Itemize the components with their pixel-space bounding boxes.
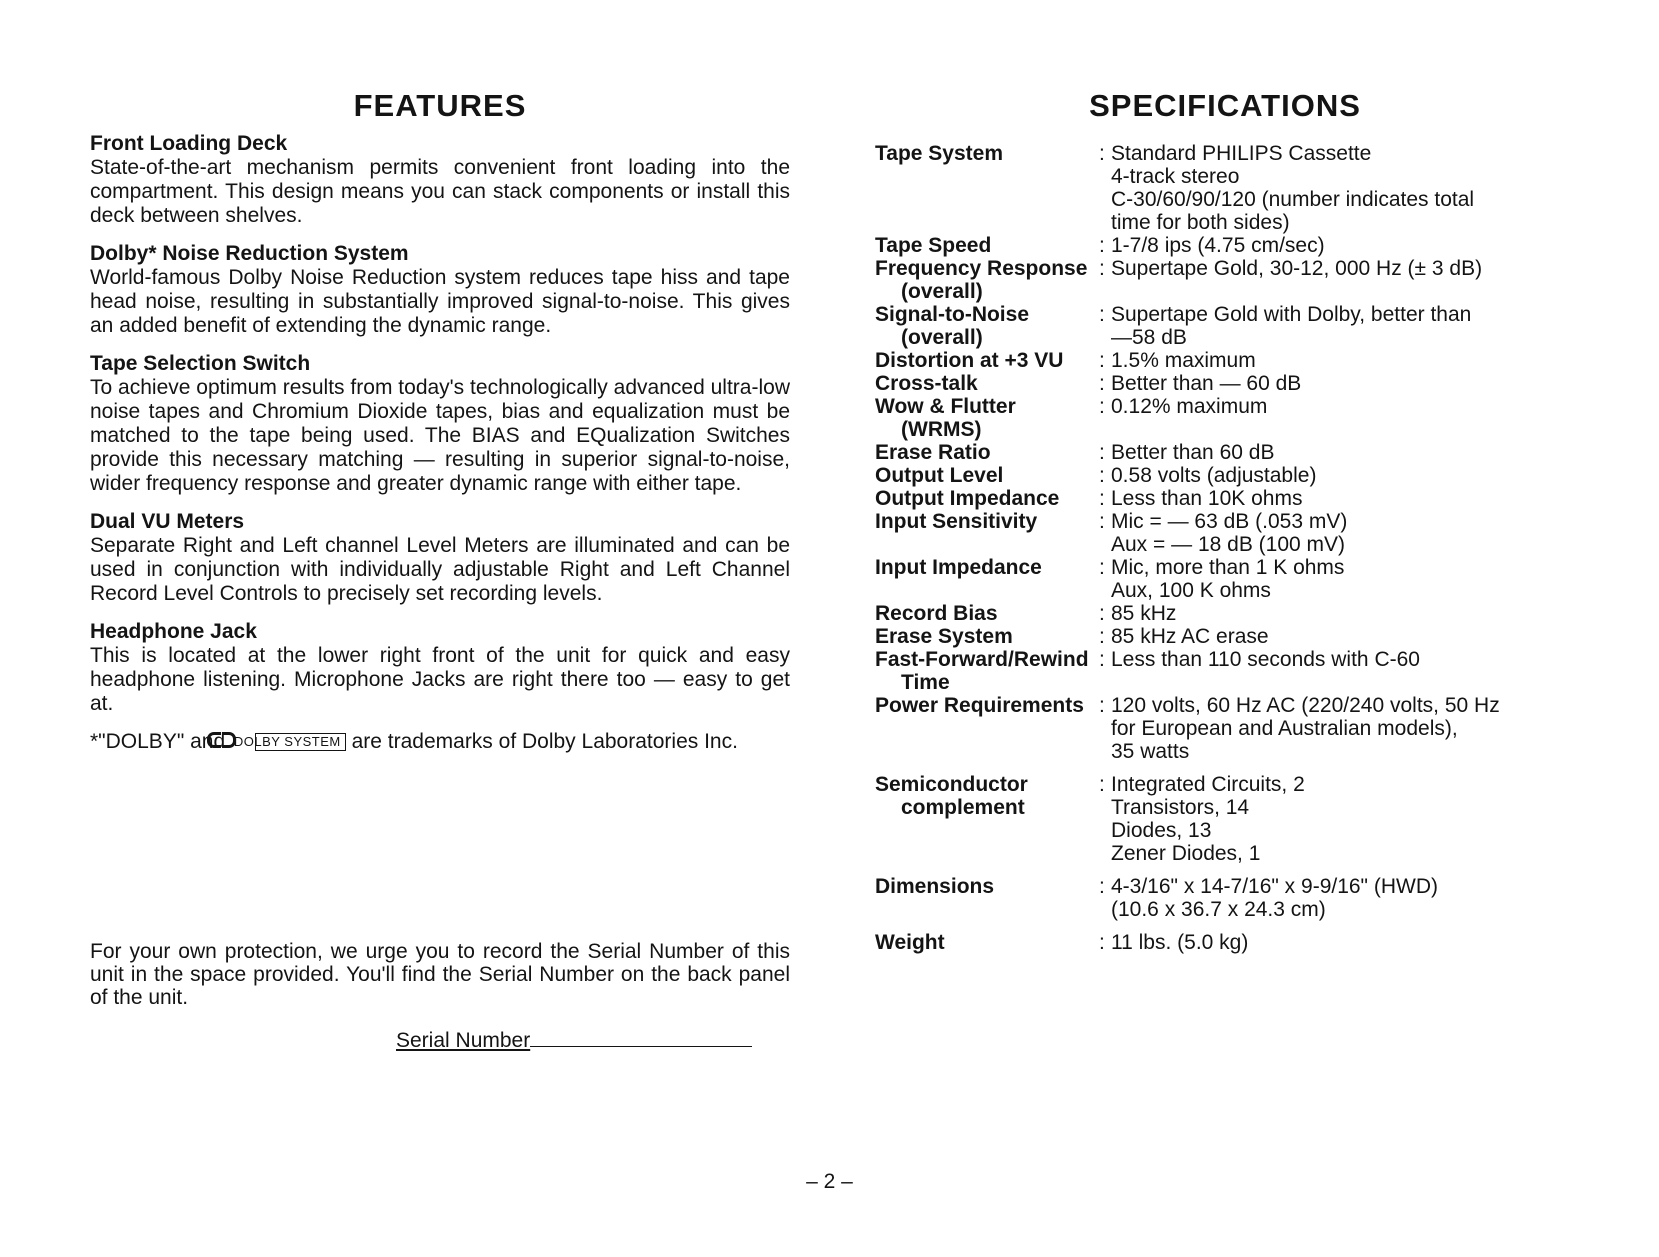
spec-label-text: Output Level	[875, 464, 1004, 487]
feature-body: Separate Right and Left channel Level Meters are illuminated and can be used in conjunction with individually adjustable Right and Left Channel Record Level Controls to precisely set recording levels.	[90, 534, 790, 605]
spec-colon: :	[1099, 602, 1105, 625]
spec-colon: :	[1099, 257, 1105, 280]
spec-row	[875, 487, 1575, 510]
spec-row	[875, 395, 1575, 441]
features-column	[90, 88, 790, 1052]
trademark-prefix: *"DOLBY" and	[90, 730, 226, 753]
spec-value-line: —58 dB	[1111, 326, 1187, 349]
spec-colon: :	[1099, 931, 1105, 954]
features-list	[90, 132, 790, 716]
feature-title: Dolby* Noise Reduction System	[90, 242, 409, 265]
spec-label-text: Output Impedance	[875, 487, 1060, 510]
feature-item	[90, 132, 790, 228]
spec-values	[1111, 487, 1575, 510]
spec-value-line: Transistors, 14	[1111, 796, 1250, 819]
spec-colon: :	[1099, 625, 1105, 648]
spec-label-text: Semiconductor	[875, 773, 1028, 796]
feature-item	[90, 352, 790, 496]
feature-title: Tape Selection Switch	[90, 352, 311, 375]
spec-row	[875, 875, 1575, 921]
spec-label-text: Weight	[875, 931, 945, 954]
spec-value-line: 0.12% maximum	[1111, 395, 1268, 418]
feature-title: Front Loading Deck	[90, 132, 288, 155]
spec-label	[875, 257, 1099, 303]
spec-value-line: Less than 10K ohms	[1111, 487, 1303, 510]
serial-number-field	[396, 1028, 752, 1053]
spec-row	[875, 931, 1575, 954]
spec-label-text: Erase System	[875, 625, 1013, 648]
specifications-heading: SPECIFICATIONS	[1089, 88, 1361, 123]
spec-value-line: Supertape Gold, 30-12, 000 Hz (± 3 dB)	[1111, 257, 1483, 280]
spec-value-line: 1-7/8 ips (4.75 cm/sec)	[1111, 234, 1325, 257]
spec-row	[875, 349, 1575, 372]
spec-label	[875, 395, 1099, 441]
spec-label	[875, 694, 1099, 763]
spec-row	[875, 510, 1575, 556]
spec-value-line: 4-track stereo	[1111, 165, 1240, 188]
feature-title: Headphone Jack	[90, 620, 257, 643]
spec-colon: :	[1099, 464, 1105, 487]
spec-values	[1111, 372, 1575, 395]
spec-label-text: Tape Speed	[875, 234, 992, 257]
spec-row	[875, 257, 1575, 303]
spec-value-line: 120 volts, 60 Hz AC (220/240 volts, 50 Hz	[1111, 694, 1500, 717]
spec-row	[875, 694, 1575, 763]
spec-row	[875, 234, 1575, 257]
spec-value-line: Aux, 100 K ohms	[1111, 579, 1271, 602]
spec-values	[1111, 234, 1575, 257]
spec-value-line: 0.58 volts (adjustable)	[1111, 464, 1317, 487]
spec-label	[875, 556, 1099, 602]
spec-label	[875, 303, 1099, 349]
spec-value-line: Aux = — 18 dB (100 mV)	[1111, 533, 1346, 556]
feature-body: World-famous Dolby Noise Reduction system reduces tape hiss and tape head noise, resulting in substantially improved signal-to-noise. This gives an added benefit of extending the dynamic range.	[90, 266, 790, 337]
spec-values	[1111, 648, 1575, 694]
spec-label-text: Record Bias	[875, 602, 998, 625]
spec-label-text: Dimensions	[875, 875, 995, 898]
spec-values	[1111, 510, 1575, 556]
spec-label-text: Tape System	[875, 142, 1003, 165]
features-heading: FEATURES	[353, 88, 527, 123]
spec-label	[875, 234, 1099, 257]
spec-colon: :	[1099, 556, 1105, 579]
spec-value-line: 4-3/16" x 14-7/16" x 9-9/16" (HWD)	[1111, 875, 1438, 898]
spec-label-subtext: Time	[901, 671, 950, 694]
spec-label-subtext: complement	[901, 796, 1025, 819]
spec-value-line: Zener Diodes, 1	[1111, 842, 1261, 865]
spec-value-line: C-30/60/90/120 (number indicates total	[1111, 188, 1475, 211]
spec-value-line: 1.5% maximum	[1111, 349, 1256, 372]
spec-value-line: Mic = — 63 dB (.053 mV)	[1111, 510, 1348, 533]
spec-value-line: for European and Australian models),	[1111, 717, 1458, 740]
spec-values	[1111, 875, 1575, 921]
spec-label-text: Erase Ratio	[875, 441, 991, 464]
trademark-suffix: are trademarks of Dolby Laboratories Inc.	[351, 730, 738, 753]
spec-value-line: Better than 60 dB	[1111, 441, 1275, 464]
spec-label	[875, 464, 1099, 487]
spec-value-line: Supertape Gold with Dolby, better than	[1111, 303, 1472, 326]
spec-colon: :	[1099, 303, 1105, 326]
spec-label-text: Fast-Forward/Rewind	[875, 648, 1089, 671]
feature-title: Dual VU Meters	[90, 510, 245, 533]
spec-values	[1111, 625, 1575, 648]
spec-values	[1111, 257, 1575, 303]
spec-label	[875, 487, 1099, 510]
spec-values	[1111, 931, 1575, 954]
spec-value-line: Integrated Circuits, 2	[1111, 773, 1305, 796]
spec-value-line: 35 watts	[1111, 740, 1190, 763]
spec-row	[875, 441, 1575, 464]
spec-colon: :	[1099, 773, 1105, 796]
page-number: – 2 –	[806, 1170, 853, 1193]
spec-label-text: Cross-talk	[875, 372, 978, 395]
feature-body: To achieve optimum results from today's technologically advanced ultra-low noise tapes and Chromium Dioxide tapes, bias and equalization must be matched to the tape being used. The BIAS and EQualization Switches provide this necessary matching — resulting in superior signal-to-noise, wider frequency response and greater dynamic range with either tape.	[90, 376, 790, 495]
spec-label	[875, 875, 1099, 921]
spec-label-text: Signal-to-Noise	[875, 303, 1030, 326]
feature-item	[90, 510, 790, 606]
spec-colon: :	[1099, 510, 1105, 533]
spec-colon: :	[1099, 487, 1105, 510]
spec-label	[875, 349, 1099, 372]
spec-row	[875, 372, 1575, 395]
spec-colon: :	[1099, 349, 1105, 372]
spec-label-text: Power Requirements	[875, 694, 1084, 717]
spec-colon: :	[1099, 395, 1105, 418]
spec-values	[1111, 602, 1575, 625]
spec-label	[875, 648, 1099, 694]
spec-value-line: Better than — 60 dB	[1111, 372, 1302, 395]
spec-label	[875, 931, 1099, 954]
spec-label	[875, 441, 1099, 464]
spec-values	[1111, 441, 1575, 464]
spec-values	[1111, 349, 1575, 372]
specifications-table	[875, 142, 1575, 954]
feature-body: State-of-the-art mechanism permits convenient front loading into the compartment. This design means you can stack components or install this deck between shelves.	[90, 156, 790, 227]
specifications-column	[875, 88, 1575, 954]
spec-values	[1111, 773, 1575, 865]
spec-colon: :	[1099, 372, 1105, 395]
spec-value-line: Less than 110 seconds with C-60	[1111, 648, 1420, 671]
spec-label-text: Input Sensitivity	[875, 510, 1038, 533]
spec-value-line: Diodes, 13	[1111, 819, 1212, 842]
spec-row	[875, 142, 1575, 234]
spec-label	[875, 625, 1099, 648]
spec-colon: :	[1099, 694, 1105, 717]
spec-value-line: 85 kHz	[1111, 602, 1177, 625]
spec-label-text: Distortion at +3 VU	[875, 349, 1064, 372]
spec-row	[875, 602, 1575, 625]
feature-body: This is located at the lower right front of the unit for quick and easy headphone listening. Microphone Jacks are right there too — easy to get at.	[90, 644, 790, 715]
protection-note: For your own protection, we urge you to record the Serial Number of this unit in the space provided. You'll find the Serial Number on the back panel of the unit.	[90, 940, 790, 1009]
spec-values	[1111, 464, 1575, 487]
spec-label-text: Wow & Flutter	[875, 395, 1016, 418]
spec-colon: :	[1099, 441, 1105, 464]
spec-values	[1111, 395, 1575, 441]
spec-row	[875, 773, 1575, 865]
spec-label	[875, 372, 1099, 395]
spec-row	[875, 303, 1575, 349]
spec-label-subtext: (WRMS)	[901, 418, 982, 441]
spec-row	[875, 464, 1575, 487]
spec-colon: :	[1099, 234, 1105, 257]
spec-values	[1111, 694, 1575, 763]
spec-value-line: time for both sides)	[1111, 211, 1290, 234]
serial-number-label: Serial Number	[396, 1029, 531, 1052]
spec-values	[1111, 142, 1575, 234]
feature-item	[90, 242, 790, 338]
serial-number-line	[530, 1028, 752, 1047]
trademark-note	[90, 730, 790, 754]
spec-value-line: 11 lbs. (5.0 kg)	[1111, 931, 1249, 954]
spec-colon: :	[1099, 648, 1105, 671]
spec-label-text: Frequency Response	[875, 257, 1088, 280]
spec-label-text: Input Impedance	[875, 556, 1042, 579]
spec-value-line: Standard PHILIPS Cassette	[1111, 142, 1372, 165]
spec-row	[875, 648, 1575, 694]
spec-label-subtext: (overall)	[901, 326, 983, 349]
feature-item	[90, 620, 790, 716]
spec-label	[875, 142, 1099, 234]
spec-value-line: 85 kHz AC erase	[1111, 625, 1269, 648]
spec-row	[875, 625, 1575, 648]
spec-label	[875, 773, 1099, 865]
spec-value-line: Mic, more than 1 K ohms	[1111, 556, 1345, 579]
spec-label	[875, 602, 1099, 625]
spec-row	[875, 556, 1575, 602]
dolby-system-logo: DOLBY SYSTEM	[255, 733, 346, 751]
spec-values	[1111, 303, 1575, 349]
spec-values	[1111, 556, 1575, 602]
spec-value-line: (10.6 x 36.7 x 24.3 cm)	[1111, 898, 1326, 921]
spec-label-subtext: (overall)	[901, 280, 983, 303]
spec-colon: :	[1099, 142, 1105, 165]
spec-colon: :	[1099, 875, 1105, 898]
spec-label	[875, 510, 1099, 556]
